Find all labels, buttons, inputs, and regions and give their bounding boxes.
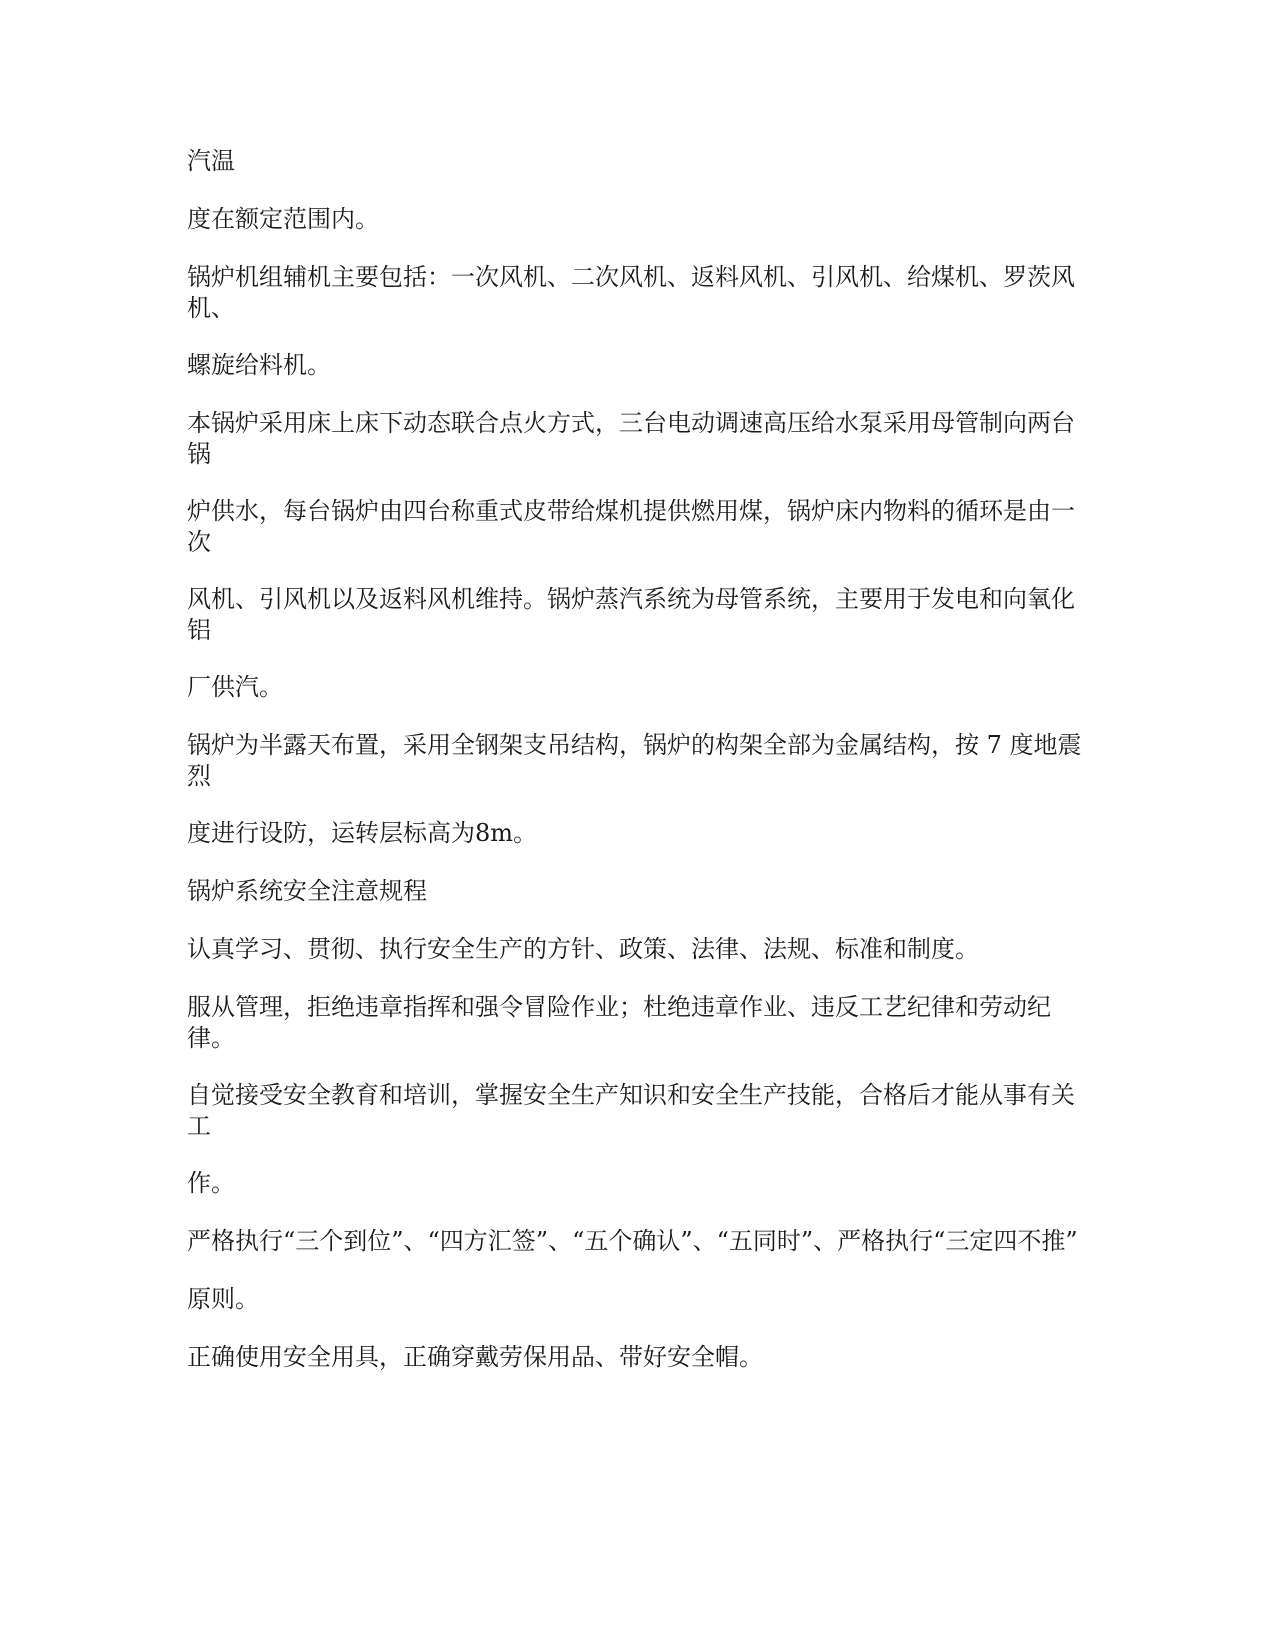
- paragraph-18: 正确使用安全用具，正确穿戴劳保用品、带好安全帽。: [187, 1343, 763, 1371]
- paragraph-3: 锅炉机组辅机主要包括：一次风机、二次风机、返料风机、引风机、给煤机、罗茨风机、: [187, 263, 1075, 322]
- paragraph-9: 锅炉为半露天布置，采用全钢架支吊结构，锅炉的构架全部为金属结构，按 7 度地震烈: [187, 731, 1082, 790]
- paragraph-17: 原则。: [187, 1285, 259, 1313]
- paragraph-14: 自觉接受安全教育和培训，掌握安全生产知识和安全生产技能，合格后才能从事有关工: [187, 1081, 1075, 1140]
- paragraph-1: 汽温: [187, 147, 235, 175]
- section-heading: 锅炉系统安全注意规程: [187, 877, 427, 905]
- paragraph-7: 风机、引风机以及返料风机维持。锅炉蒸汽系统为母管系统，主要用于发电和向氧化铝: [187, 585, 1075, 644]
- paragraph-13: 服从管理，拒绝违章指挥和强令冒险作业；杜绝违章作业、违反工艺纪律和劳动纪律。: [187, 993, 1051, 1052]
- paragraph-8: 厂供汽。: [187, 673, 283, 701]
- paragraph-15: 作。: [187, 1169, 235, 1197]
- paragraph-5: 本锅炉采用床上床下动态联合点火方式，三台电动调速高压给水泵采用母管制向两台锅: [187, 409, 1075, 468]
- paragraph-12: 认真学习、贯彻、执行安全生产的方针、政策、法律、法规、标准和制度。: [187, 935, 979, 963]
- paragraph-4: 螺旋给料机。: [187, 351, 331, 379]
- paragraph-10: 度进行设防，运转层标高为8m。: [187, 819, 538, 847]
- paragraph-2: 度在额定范围内。: [187, 205, 379, 233]
- paragraph-16: 严格执行“三个到位”、“四方汇签”、“五个确认”、“五同时”、严格执行“三定四不推”: [187, 1227, 1078, 1255]
- paragraph-6: 炉供水，每台锅炉由四台称重式皮带给煤机提供燃用煤，锅炉床内物料的循环是由一次: [187, 497, 1075, 556]
